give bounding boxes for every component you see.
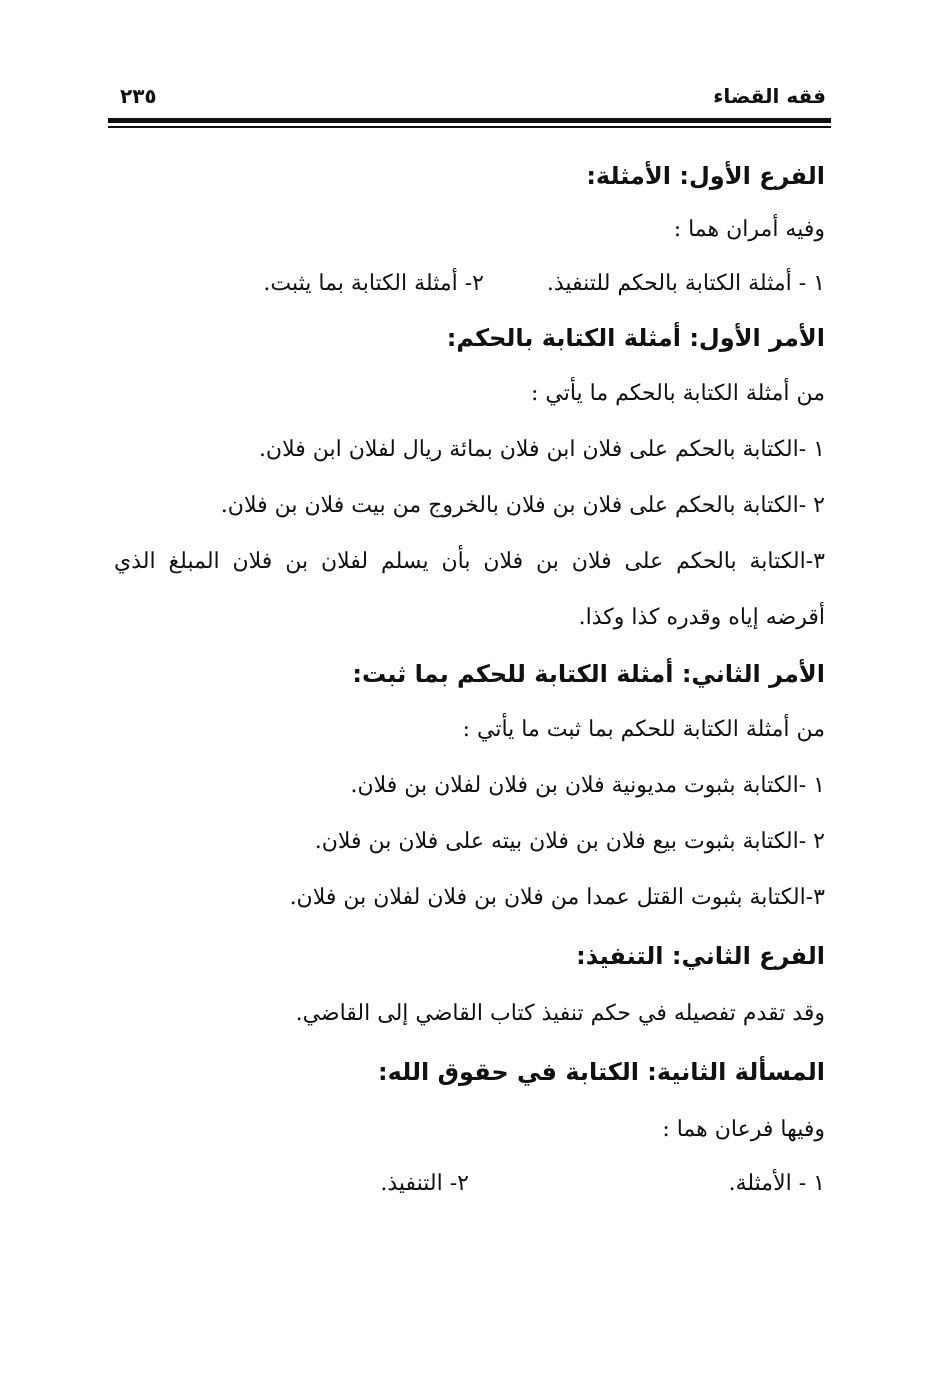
list-item: ١ - الأمثلة. <box>728 1171 825 1196</box>
subheading-proven-examples: الأمر الثاني: أمثلة الكتابة للحكم بما ثبت: <box>352 660 825 688</box>
paragraph-execution: وقد تقدم تفصيله في حكم تنفيذ كتاب القاضي إلى القاضي. <box>295 1001 825 1026</box>
list-item: ٢- أمثلة الكتابة بما يثبت. <box>263 271 484 296</box>
page-number: ٢٣٥ <box>120 84 157 108</box>
issue-heading-rights-of-god: المسألة الثانية: الكتابة في حقوق الله: <box>378 1058 825 1086</box>
example-item-continued: أقرضه إياه وقدره كذا وكذا. <box>578 605 825 630</box>
example-item: ١ -الكتابة بالحكم على فلان ابن فلان بمائة ريال لفلان ابن فلان. <box>258 437 825 462</box>
list-item: ١ - أمثلة الكتابة بالحكم للتنفيذ. <box>546 271 825 296</box>
section-heading-execution: الفرع الثاني: التنفيذ: <box>576 942 825 970</box>
example-item: ٢ -الكتابة بالحكم على فلان بن فلان بالخروج من بيت فلان بن فلان. <box>220 493 825 518</box>
header-rule-thick <box>108 118 831 123</box>
paragraph-intro: من أمثلة الكتابة للحكم بما ثبت ما يأتي : <box>462 717 825 742</box>
example-item: ٣-الكتابة بالحكم على فلان بن فلان بأن يسلم لفلان بن فلان المبلغ الذي <box>114 549 825 574</box>
subheading-judgment-examples: الأمر الأول: أمثلة الكتابة بالحكم: <box>446 324 825 352</box>
running-header <box>108 84 826 120</box>
example-item: ٢ -الكتابة بثبوت بيع فلان بن فلان بيته على فلان بن فلان. <box>314 829 825 854</box>
paragraph-two-branches: وفيها فرعان هما : <box>662 1117 825 1142</box>
book-title: فقه القضاء <box>713 84 826 108</box>
paragraph-intro: من أمثلة الكتابة بالحكم ما يأتي : <box>530 381 825 406</box>
example-item: ١ -الكتابة بثبوت مديونية فلان بن فلان لفلان بن فلان. <box>350 773 825 798</box>
list-item: ٢- التنفيذ. <box>380 1171 469 1196</box>
section-heading-examples: الفرع الأول: الأمثلة: <box>586 162 825 190</box>
example-item: ٣-الكتابة بثبوت القتل عمدا من فلان بن فلان لفلان بن فلان. <box>289 885 825 910</box>
paragraph-two-matters: وفيه أمران هما : <box>673 217 825 242</box>
header-rule-thin <box>108 126 831 128</box>
